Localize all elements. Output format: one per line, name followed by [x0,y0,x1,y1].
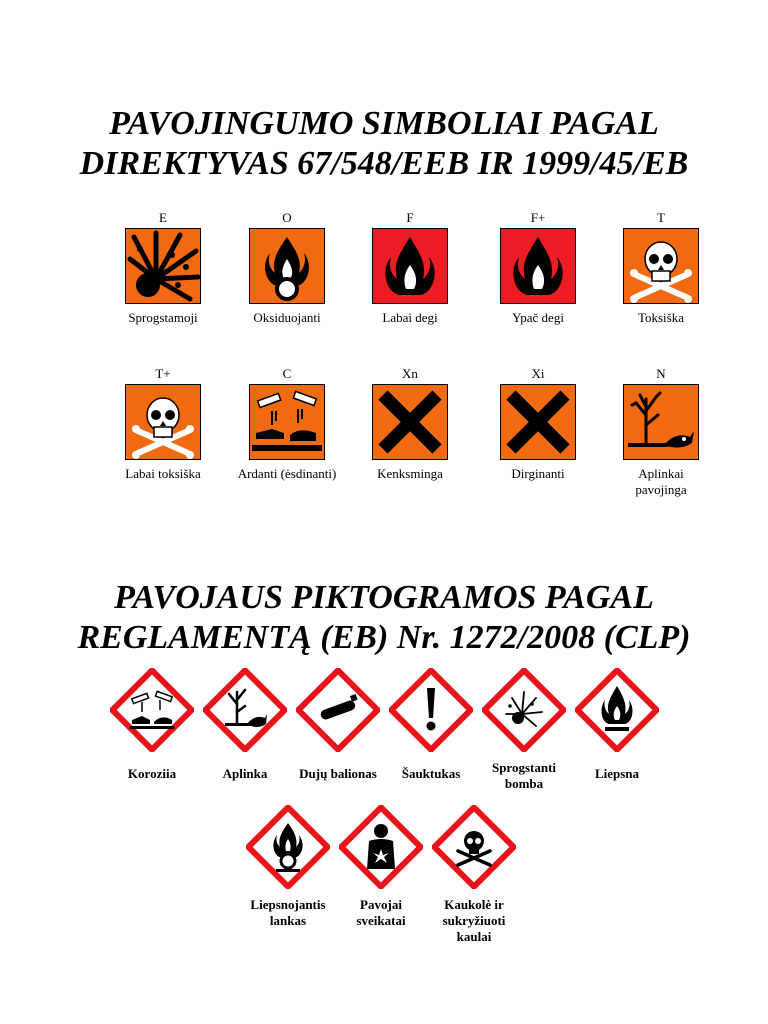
skull-crossbones-icon [432,805,516,889]
hazard-symbol-Xn: Xn Kenksminga [350,366,470,482]
ghs-corrosion-pictogram [110,668,194,752]
ghs-flame-over-circle-pictogram [246,805,330,889]
hazard-symbol-T: T Toksiška [601,210,721,326]
ghs-label-health-hazard: Pavojai sveikatai [356,897,406,928]
corrosion-icon [110,668,194,752]
hazard-symbol-F: F Labai degi [350,210,470,326]
hazard-symbol-Xi: Xi Dirginanti [478,366,598,482]
ghs-label-exploding-bomb: Sprogstanti bomba [491,760,557,791]
corrosion-icon [249,384,325,460]
hazard-symbol-O: O Oksiduojanti [227,210,347,326]
hazard-symbol-E: E Sprogstamoji [103,210,223,326]
environment-icon [203,668,287,752]
ghs-gas-cylinder-pictogram [296,668,380,752]
section-title-clp-regulation: PAVOJAUS PIKTOGRAMOS PAGAL REGLAMENTĄ (EB) Nr. 1272/2008 (CLP) [77,579,691,656]
skull-crossbones-icon [623,228,699,304]
flame-over-circle-icon [249,228,325,304]
hazard-symbol-T-plus: T+ Labai toksiška [125,366,201,481]
flame-icon [372,228,448,304]
exploding-bomb-icon [482,668,566,752]
hazard-symbol-F-plus: F+ Ypač degi [478,210,598,326]
ghs-label-environment: Aplinka [222,766,268,781]
ghs-exclamation-pictogram [389,668,473,752]
flame-over-circle-icon [246,805,330,889]
ghs-health-hazard-pictogram [339,805,423,889]
ghs-label-flame: Liepsna [594,766,640,781]
ghs-flame-pictogram [575,668,659,752]
flame-icon [500,228,576,304]
hazard-symbol-C: C Ardanti (ėsdinanti) [237,366,337,481]
explosion-icon [125,228,201,304]
ghs-skull-crossbones-pictogram [432,805,516,889]
gas-cylinder-icon [296,668,380,752]
ghs-exploding-bomb-pictogram [482,668,566,752]
ghs-label-corrosion: Koroziia [127,766,177,781]
environment-icon [623,384,699,460]
exclamation-icon [389,668,473,752]
hazard-symbol-N: N Aplinkai pavojinga [601,366,721,498]
ghs-label-gas-cylinder: Dujų balionas [299,766,377,781]
ghs-label-exclamation: Šauktukas [401,766,461,781]
ghs-environment-pictogram [203,668,287,752]
skull-crossbones-icon [125,384,201,460]
health-hazard-icon [339,805,423,889]
ghs-label-skull-crossbones: Kaukolė ir sukryžiuoti kaulai [442,897,506,944]
ghs-label-flame-over-circle: Liepsnojantis lankas [250,897,326,928]
section-title-directives: PAVOJINGUMO SIMBOLIAI PAGAL DIREKTYVAS 67/548/EEB IR 1999/45/EB [79,105,689,182]
flame-icon [575,668,659,752]
cross-icon [500,384,576,460]
cross-icon [372,384,448,460]
